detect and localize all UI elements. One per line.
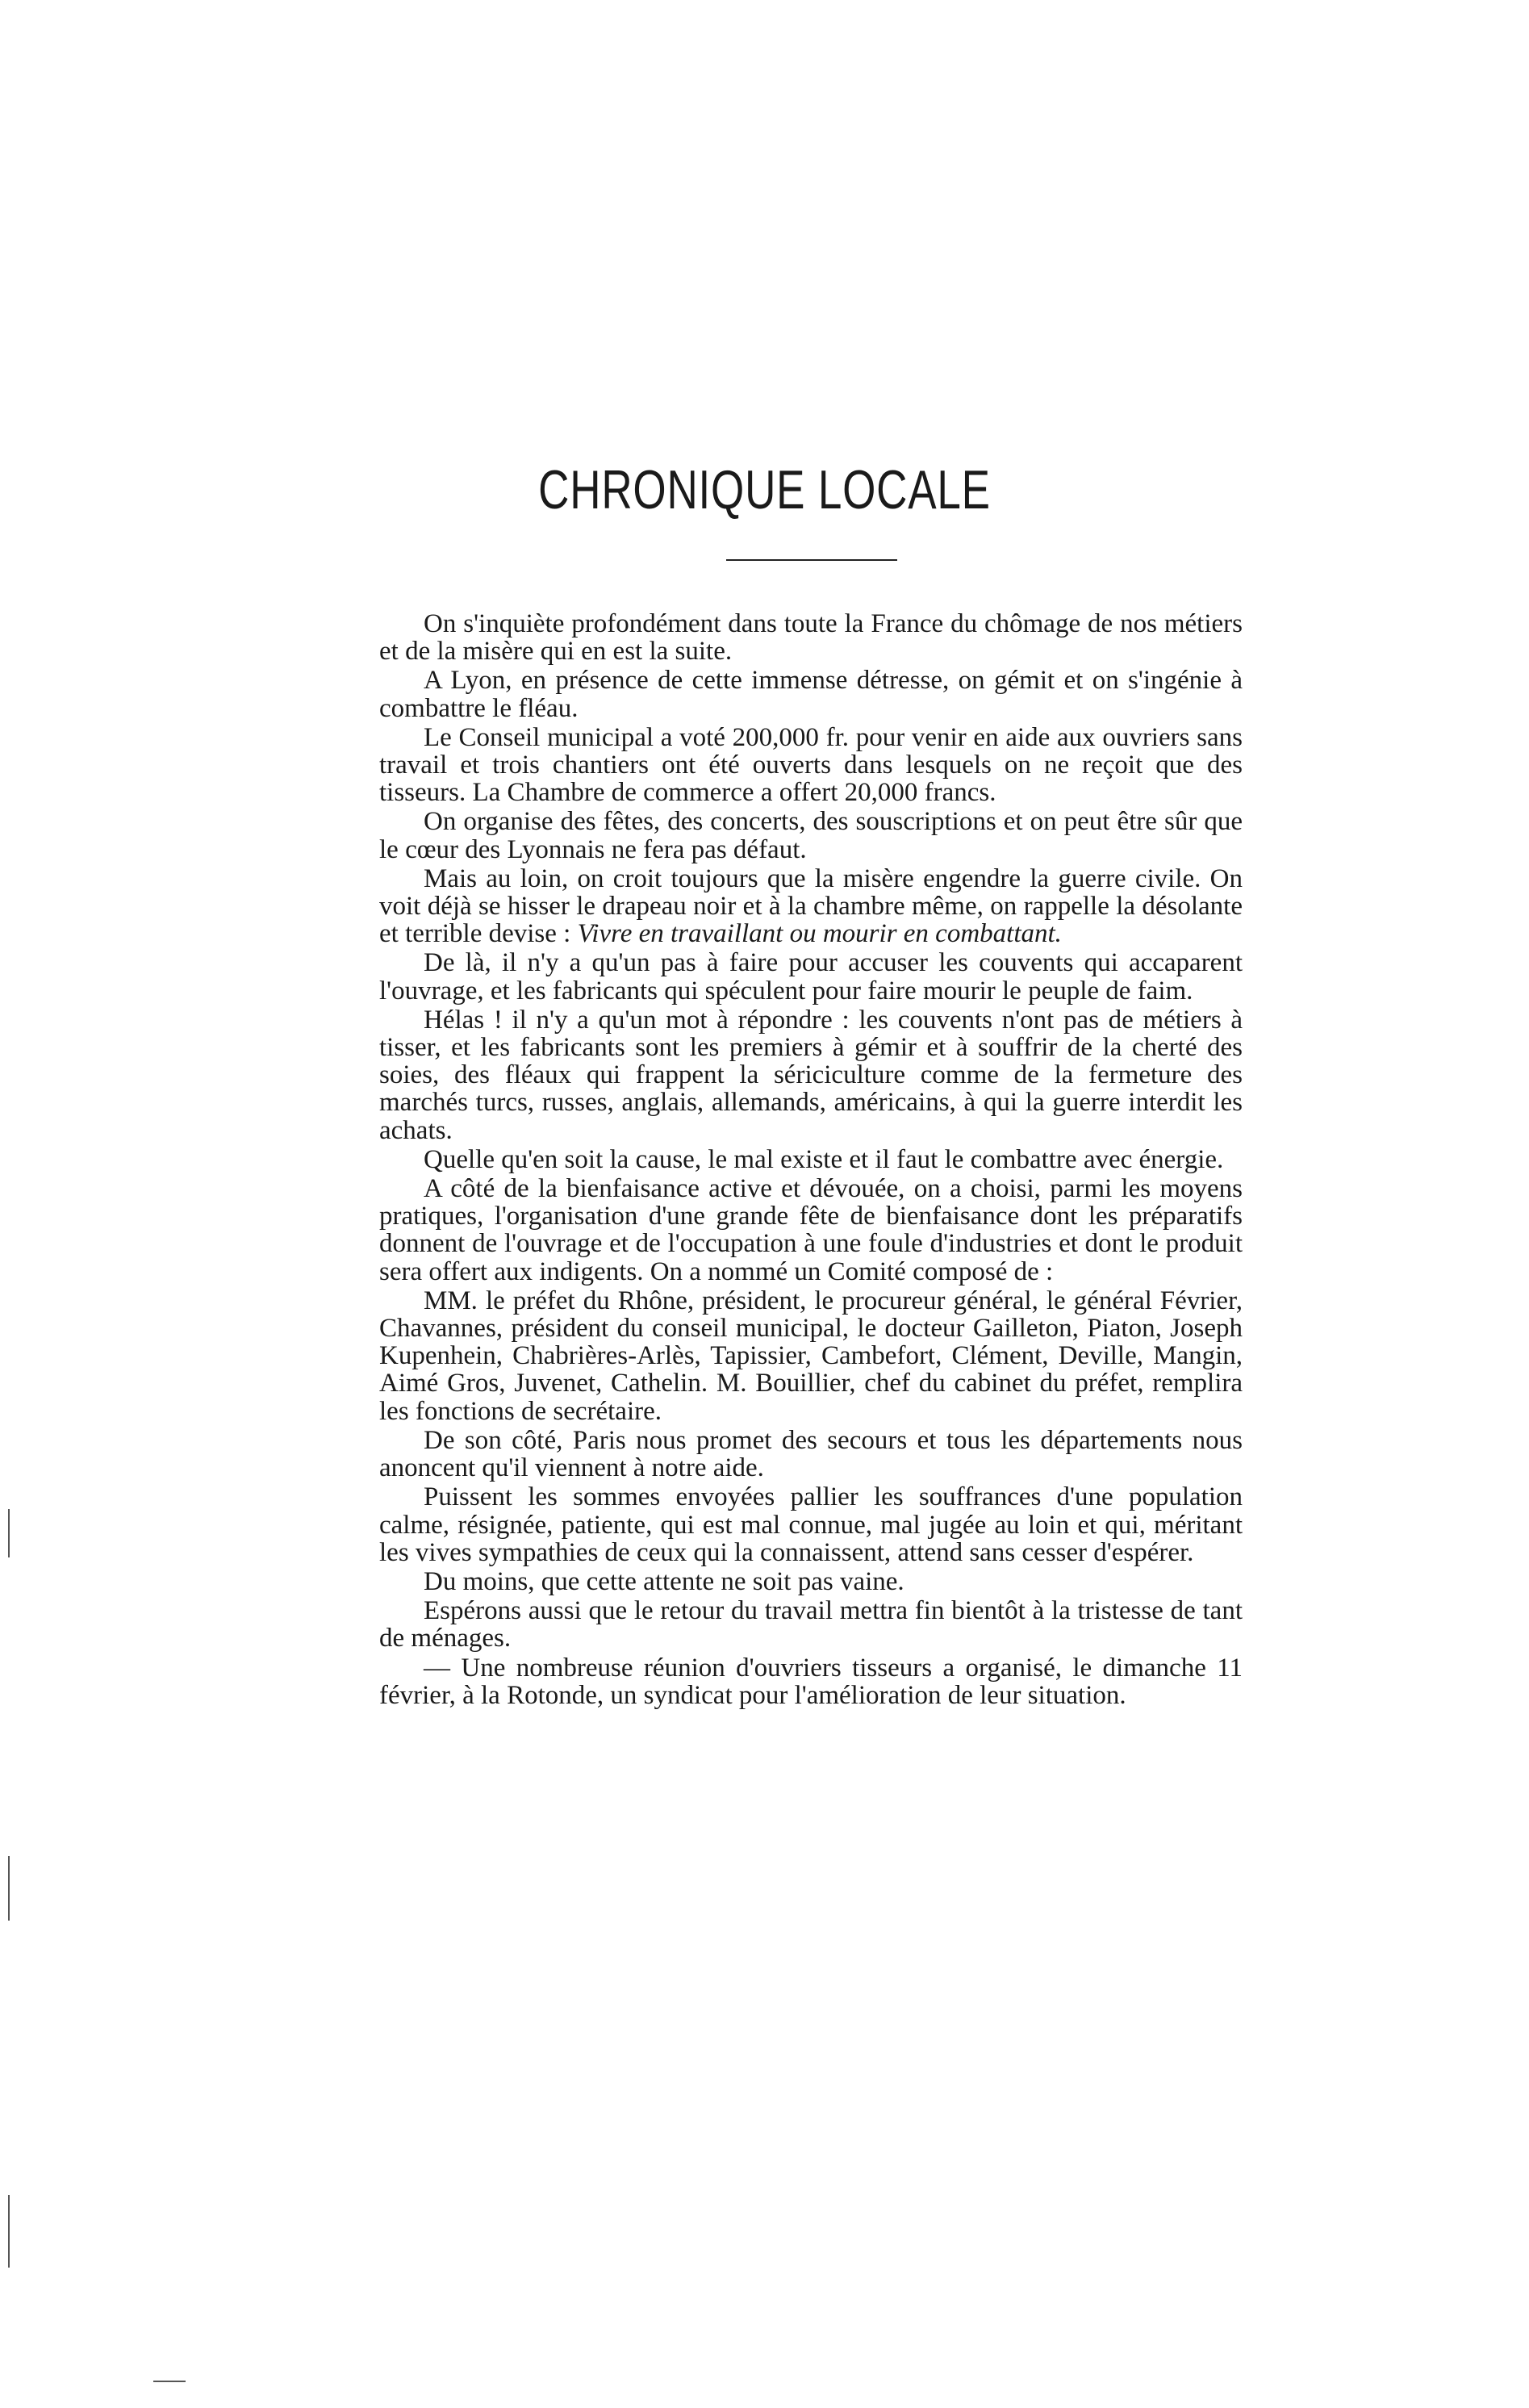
- paragraph: A Lyon, en présence de cette immense détresse, on gémit et on s'ingénie à combattre le fléau.: [379, 666, 1243, 723]
- paragraph: A côté de la bienfaisance active et dévouée, on a choisi, parmi les moyens pratiques, l'organisation d'une grande fête de bienfaisance dont les préparatifs donnent de l'ouvrage et de l'occupation à une foule d'industries et dont le produit sera offert aux indigents. On a nommé un Comité composé de :: [379, 1174, 1243, 1286]
- paragraph: Puissent les sommes envoyées pallier les souffrances d'une population calme, résignée, patiente, qui est mal connue, mal jugée au loin et qui, méritant les vives sympathies de ceux qui la connaissent, attend sans cesser d'espérer.: [379, 1482, 1243, 1567]
- paragraph-with-motto: [379, 865, 1243, 948]
- binding-mark: [8, 1509, 10, 1557]
- paragraph: De là, il n'y a qu'un pas à faire pour accuser les couvents qui accaparent l'ouvrage, et les fabricants qui spéculent pour faire mourir le peuple de faim.: [379, 948, 1243, 1005]
- page-title: CHRONIQUE LOCALE: [538, 459, 991, 520]
- paragraph: Espérons aussi que le retour du travail mettra fin bientôt à la tristesse de tant de ménages.: [379, 1596, 1243, 1653]
- binding-mark: [8, 2195, 10, 2268]
- paragraph: De son côté, Paris nous promet des secours et tous les départements nous anoncent qu'il viennent à notre aide.: [379, 1425, 1243, 1483]
- article-body: [379, 610, 1243, 1711]
- paragraph-text: Mais au loin, on croit toujours que la misère engendre la guerre civile. On voit déjà se hisser le drapeau noir et à la chambre même, on rappelle la désolante et terrible devise :: [379, 863, 1243, 949]
- binding-mark: [153, 2381, 186, 2382]
- paragraph: On organise des fêtes, des concerts, des souscriptions et on peut être sûr que le cœur des Lyonnais ne fera pas défaut.: [379, 807, 1243, 864]
- binding-mark: [8, 1856, 10, 1921]
- paragraph: MM. le préfet du Rhône, président, le procureur général, le général Février, Chavannes, président du conseil municipal, le docteur Gailleton, Piaton, Joseph Kupenhein, Chabrières-Arlès, Tapissier, Cambefort, Clément, Deville, Mangin, Aimé Gros, Juvenet, Cathelin. M. Bouillier, chef du cabinet du préfet, remplira les fonctions de secrétaire.: [379, 1286, 1243, 1426]
- paragraph: On s'inquiète profondément dans toute la France du chômage de nos métiers et de la misère qui en est la suite.: [379, 609, 1243, 667]
- paragraph: Hélas ! il n'y a qu'un mot à répondre : les couvents n'ont pas de métiers à tisser, et les fabricants sont les premiers à gémir et à souffrir de la cherté des soies, des fléaux qui frappent la sériciculture comme de la fermeture des marchés turcs, russes, anglais, allemands, américains, à qui la guerre interdit les achats.: [379, 1005, 1243, 1145]
- title-rule: [726, 559, 897, 561]
- paragraph: — Une nombreuse réunion d'ouvriers tisseurs a organisé, le dimanche 11 février, à la Rotonde, un syndicat pour l'amélioration de leur situation.: [379, 1653, 1243, 1710]
- paragraph: Du moins, que cette attente ne soit pas vaine.: [424, 1566, 904, 1596]
- paragraph: Quelle qu'en soit la cause, le mal existe et il faut le combattre avec énergie.: [424, 1144, 1224, 1174]
- motto: Vivre en travaillant ou mourir en combattant.: [577, 919, 1062, 949]
- paragraph: Le Conseil municipal a voté 200,000 fr. pour venir en aide aux ouvriers sans travail et trois chantiers ont été ouverts dans lesquels on ne reçoit que des tisseurs. La Chambre de commerce a offert 20,000 francs.: [379, 722, 1243, 808]
